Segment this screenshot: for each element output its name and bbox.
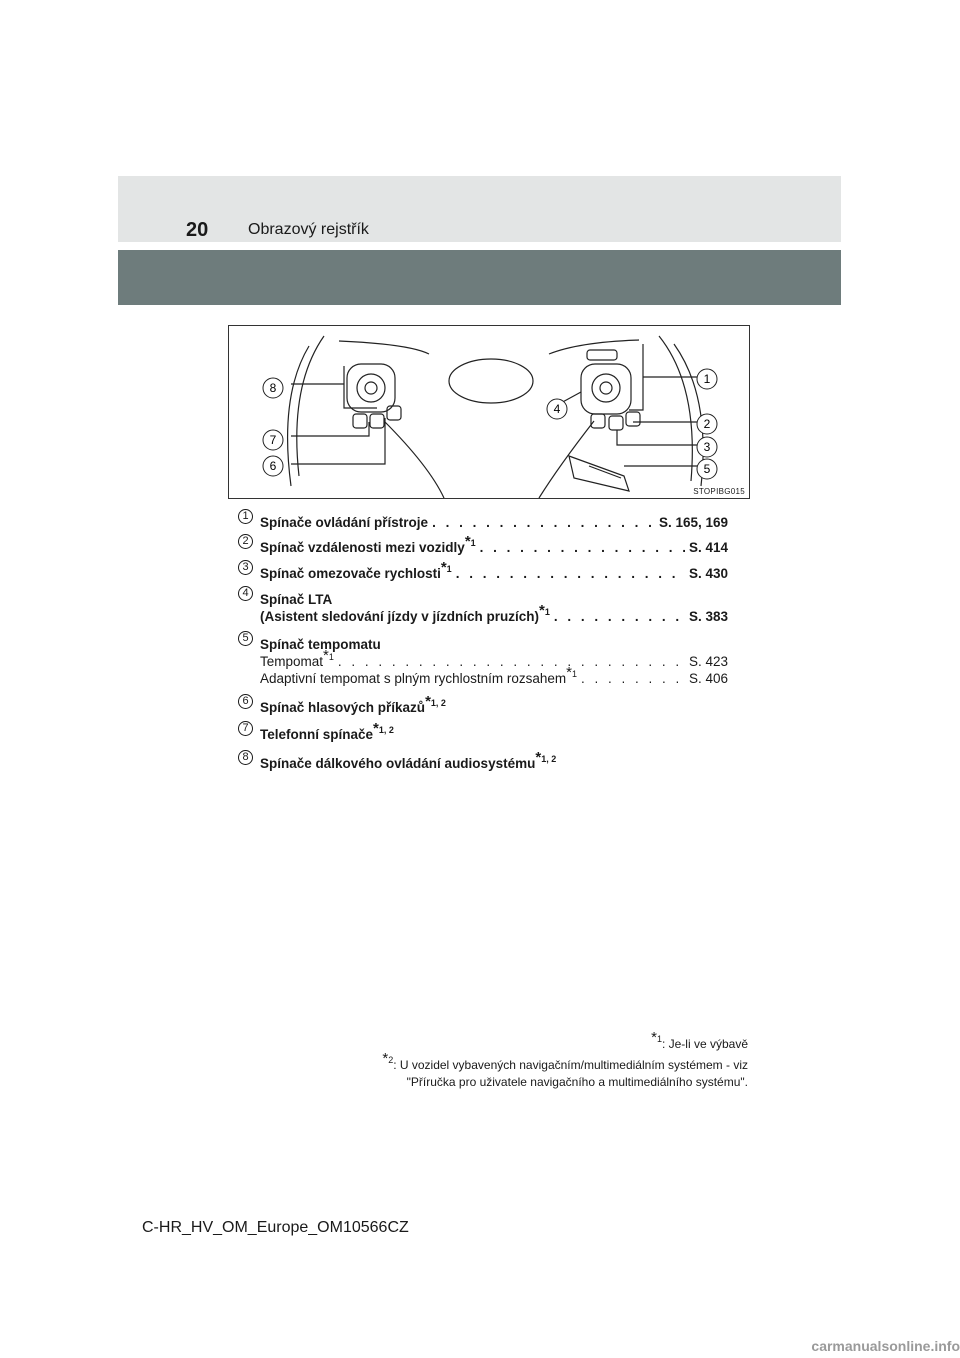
callout-5 [697,459,717,479]
item-number: 4 [238,586,253,601]
footnote-star: * [566,664,572,681]
svg-text:2: 2 [703,417,711,431]
watermark: carmanualsonline.info [811,1338,960,1354]
list-item [238,693,728,716]
footnote-text: : U vozidel vybavených navigačním/multimediálním systémem - viz [393,1058,748,1072]
item-label: Spínače ovládání přístroje [260,515,429,530]
section-band [118,250,841,305]
item-label: Spínač LTA [260,592,333,607]
item-number: 1 [238,509,253,524]
sub-item-label: Tempomat [260,654,324,669]
footnote-1 [288,1029,748,1053]
item-number: 8 [238,750,253,765]
page-ref: S. 423 [688,654,728,669]
document-id: C-HR_HV_OM_Europe_OM10566CZ [142,1219,409,1236]
list-item [238,510,728,531]
item-label: Spínač tempomatu [260,637,381,652]
list-item [238,533,728,556]
footnote-ref: 1 [571,669,577,679]
callout-8 [263,378,283,398]
leader-dots [480,539,685,556]
callout-6 [263,456,283,476]
svg-text:5: 5 [703,462,711,476]
item-number: 2 [238,534,253,549]
svg-text:3: 3 [703,440,711,454]
callout-2 [697,414,717,434]
footnote-star: * [373,720,379,737]
footnote-mark: 1 [656,1034,662,1044]
item-number: 7 [238,721,253,736]
footnote-star: * [440,559,447,576]
svg-text:6: 6 [269,459,277,473]
page-ref: S. 414 [688,540,728,555]
page-ref: S. 406 [688,671,728,686]
item-label: Spínač omezovače rychlosti [260,566,441,581]
callout-3 [697,437,717,457]
footnote-star: * [464,533,471,550]
header-band [118,176,841,242]
page-number: 20 [186,219,209,241]
footnote-2 [288,1050,748,1074]
footnote-ref: 1, 2 [541,754,557,764]
footnote-star: * [323,647,329,664]
footnote-text: : Je-li ve výbavě [661,1037,748,1051]
footnote-2-line2: "Příručka pro uživatele navigačního a multimediálního systému". [406,1075,748,1089]
list-item [238,559,728,582]
list-item [238,587,728,625]
footnote-star: * [535,749,542,766]
figure-code: STOPIBG015 [693,487,745,496]
footnote-star: * [382,1050,389,1067]
footnotes [288,1029,748,1091]
item-label: Spínač vzdálenosti mezi vozidly [260,540,465,555]
list-item [238,720,728,743]
footnote-star: * [539,602,545,619]
sub-item-label: Adaptivní tempomat s plným rychlostním rozsahem [260,671,567,686]
footnote-ref: 1 [544,607,550,617]
section-title: Obrazový rejstřík [248,221,369,238]
footnote-ref: 1 [328,652,334,662]
footnote-mark: 2 [388,1055,394,1065]
svg-text:4: 4 [553,402,561,416]
footnote-star: * [425,693,431,710]
footnote-star: * [651,1029,657,1046]
leader-dots [581,670,685,687]
steering-wheel-illustration [229,326,749,498]
callout-4 [547,399,567,419]
item-label: Telefonní spínače [260,727,374,742]
callout-7 [263,430,283,450]
item-label-line2: (Asistent sledování jízdy v jízdních pruzích) [260,609,540,624]
svg-text:7: 7 [269,433,277,447]
item-number: 6 [238,694,253,709]
footnote-ref: 1, 2 [378,725,394,735]
steering-wheel-figure [228,325,750,499]
list-item [238,632,728,687]
svg-text:8: 8 [269,381,277,395]
footnote-ref: 1 [470,538,476,548]
callout-1 [697,369,717,389]
page-ref: S. 430 [688,566,728,581]
item-label: Spínače dálkového ovládání audiosystému [260,756,536,771]
page-ref: S. 383 [688,609,728,624]
page-ref: S. 165, 169 [658,515,728,530]
item-number: 3 [238,560,253,575]
leader-dots [338,653,685,670]
item-number: 5 [238,631,253,646]
list-item [238,749,728,772]
leader-dots [554,608,685,625]
svg-text:1: 1 [703,372,711,386]
footnote-ref: 1, 2 [430,698,446,708]
item-label: Spínač hlasových příkazů [260,700,426,715]
leader-dots [432,514,655,531]
leader-dots [456,565,685,582]
footnote-ref: 1 [446,564,452,574]
